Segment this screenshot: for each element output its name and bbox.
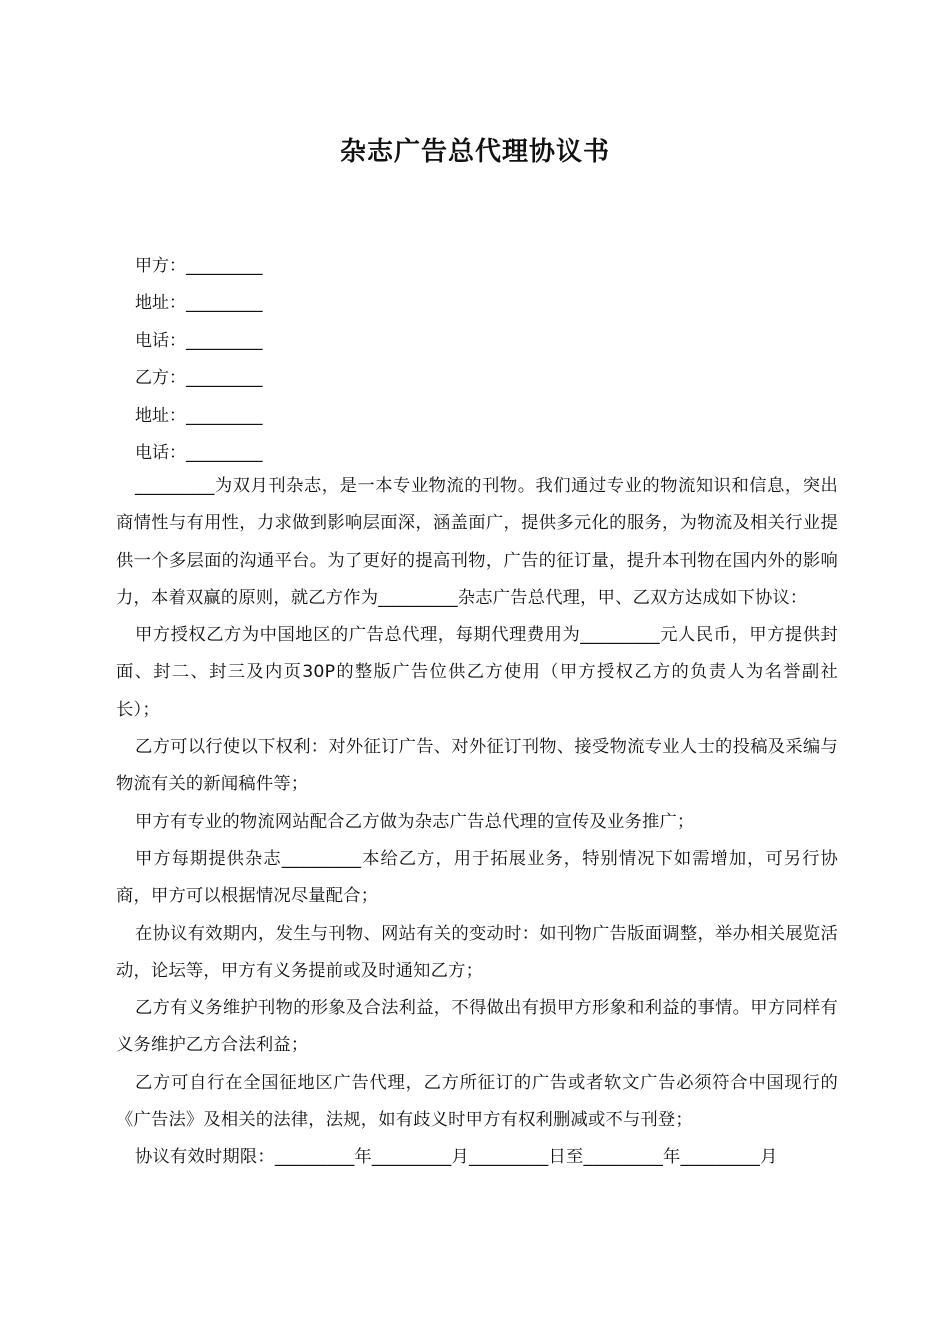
clause-change-notice: 在协议有效期内，发生与刊物、网站有关的变动时：如刊物广告版面调整，举办相关展览活动，论坛等，甲方有义务提前或及时通知乙方；: [116, 923, 838, 981]
clause-validity-period: 协议有效时期限：_________年_________月_________日至_________年_________月: [135, 1147, 778, 1168]
party-a-phone-line: 电话：_________: [135, 330, 263, 351]
party-b-name-line: 乙方：_________: [135, 368, 263, 389]
party-a-name-line: 甲方：_________: [135, 256, 263, 276]
clause-ad-compliance: 乙方可自行在全国征地区广告代理，乙方所征订的广告或者软文广告必须符合中国现行的《广告法》及相关的法律，法规，如有歧义时甲方有权利删减或不与刊登；: [116, 1072, 838, 1131]
clause-website-support: 甲方有专业的物流网站配合乙方做为杂志广告总代理的宣传及业务推广；: [135, 811, 695, 832]
party-a-address-line: 地址：_________: [135, 293, 263, 314]
document-title: 杂志广告总代理协议书: [339, 137, 610, 167]
clause-authorization: 甲方授权乙方为中国地区的广告总代理，每期代理费用为_________元人民币，甲方提供封面、封二、封三及内页30P的整版广告位供乙方使用（甲方授权乙方的负责人为名誉副社长）；: [116, 625, 838, 720]
party-info-list: [135, 248, 835, 472]
party-b-address-line: 地址：_________: [135, 405, 263, 426]
clause-magazine-copies: 甲方每期提供杂志_________本给乙方，用于拓展业务，特别情况下如需增加，可另行协商，甲方可以根据情况尽量配合；: [116, 848, 838, 907]
party-b-phone-line: 电话：_________: [135, 442, 263, 463]
intro-paragraph: _________为双月刊杂志，是一本专业物流的刊物。我们通过专业的物流知识和信息，突出商情性与有用性，力求做到影响层面深，涵盖面广，提供多元化的服务，为物流及相关行业提供一个多层面的沟通平台。为了更好的提高刊物，广告的征订量，提升本刊物在国内外的影响力，本着双赢的原则，就乙方作为_________杂志广告总代理，甲、乙双方达成如下协议：: [116, 476, 838, 608]
clause-party-b-rights: 乙方可以行使以下权利：对外征订广告、对外征订刊物、接受物流专业人士的投稿及采编与物流有关的新闻稿件等；: [116, 737, 838, 795]
agreement-body: [116, 468, 838, 1177]
clause-mutual-interests: 乙方有义务维护刊物的形象及合法利益，不得做出有损甲方形象和利益的事情。甲方同样有义务维护乙方合法利益；: [116, 998, 838, 1056]
